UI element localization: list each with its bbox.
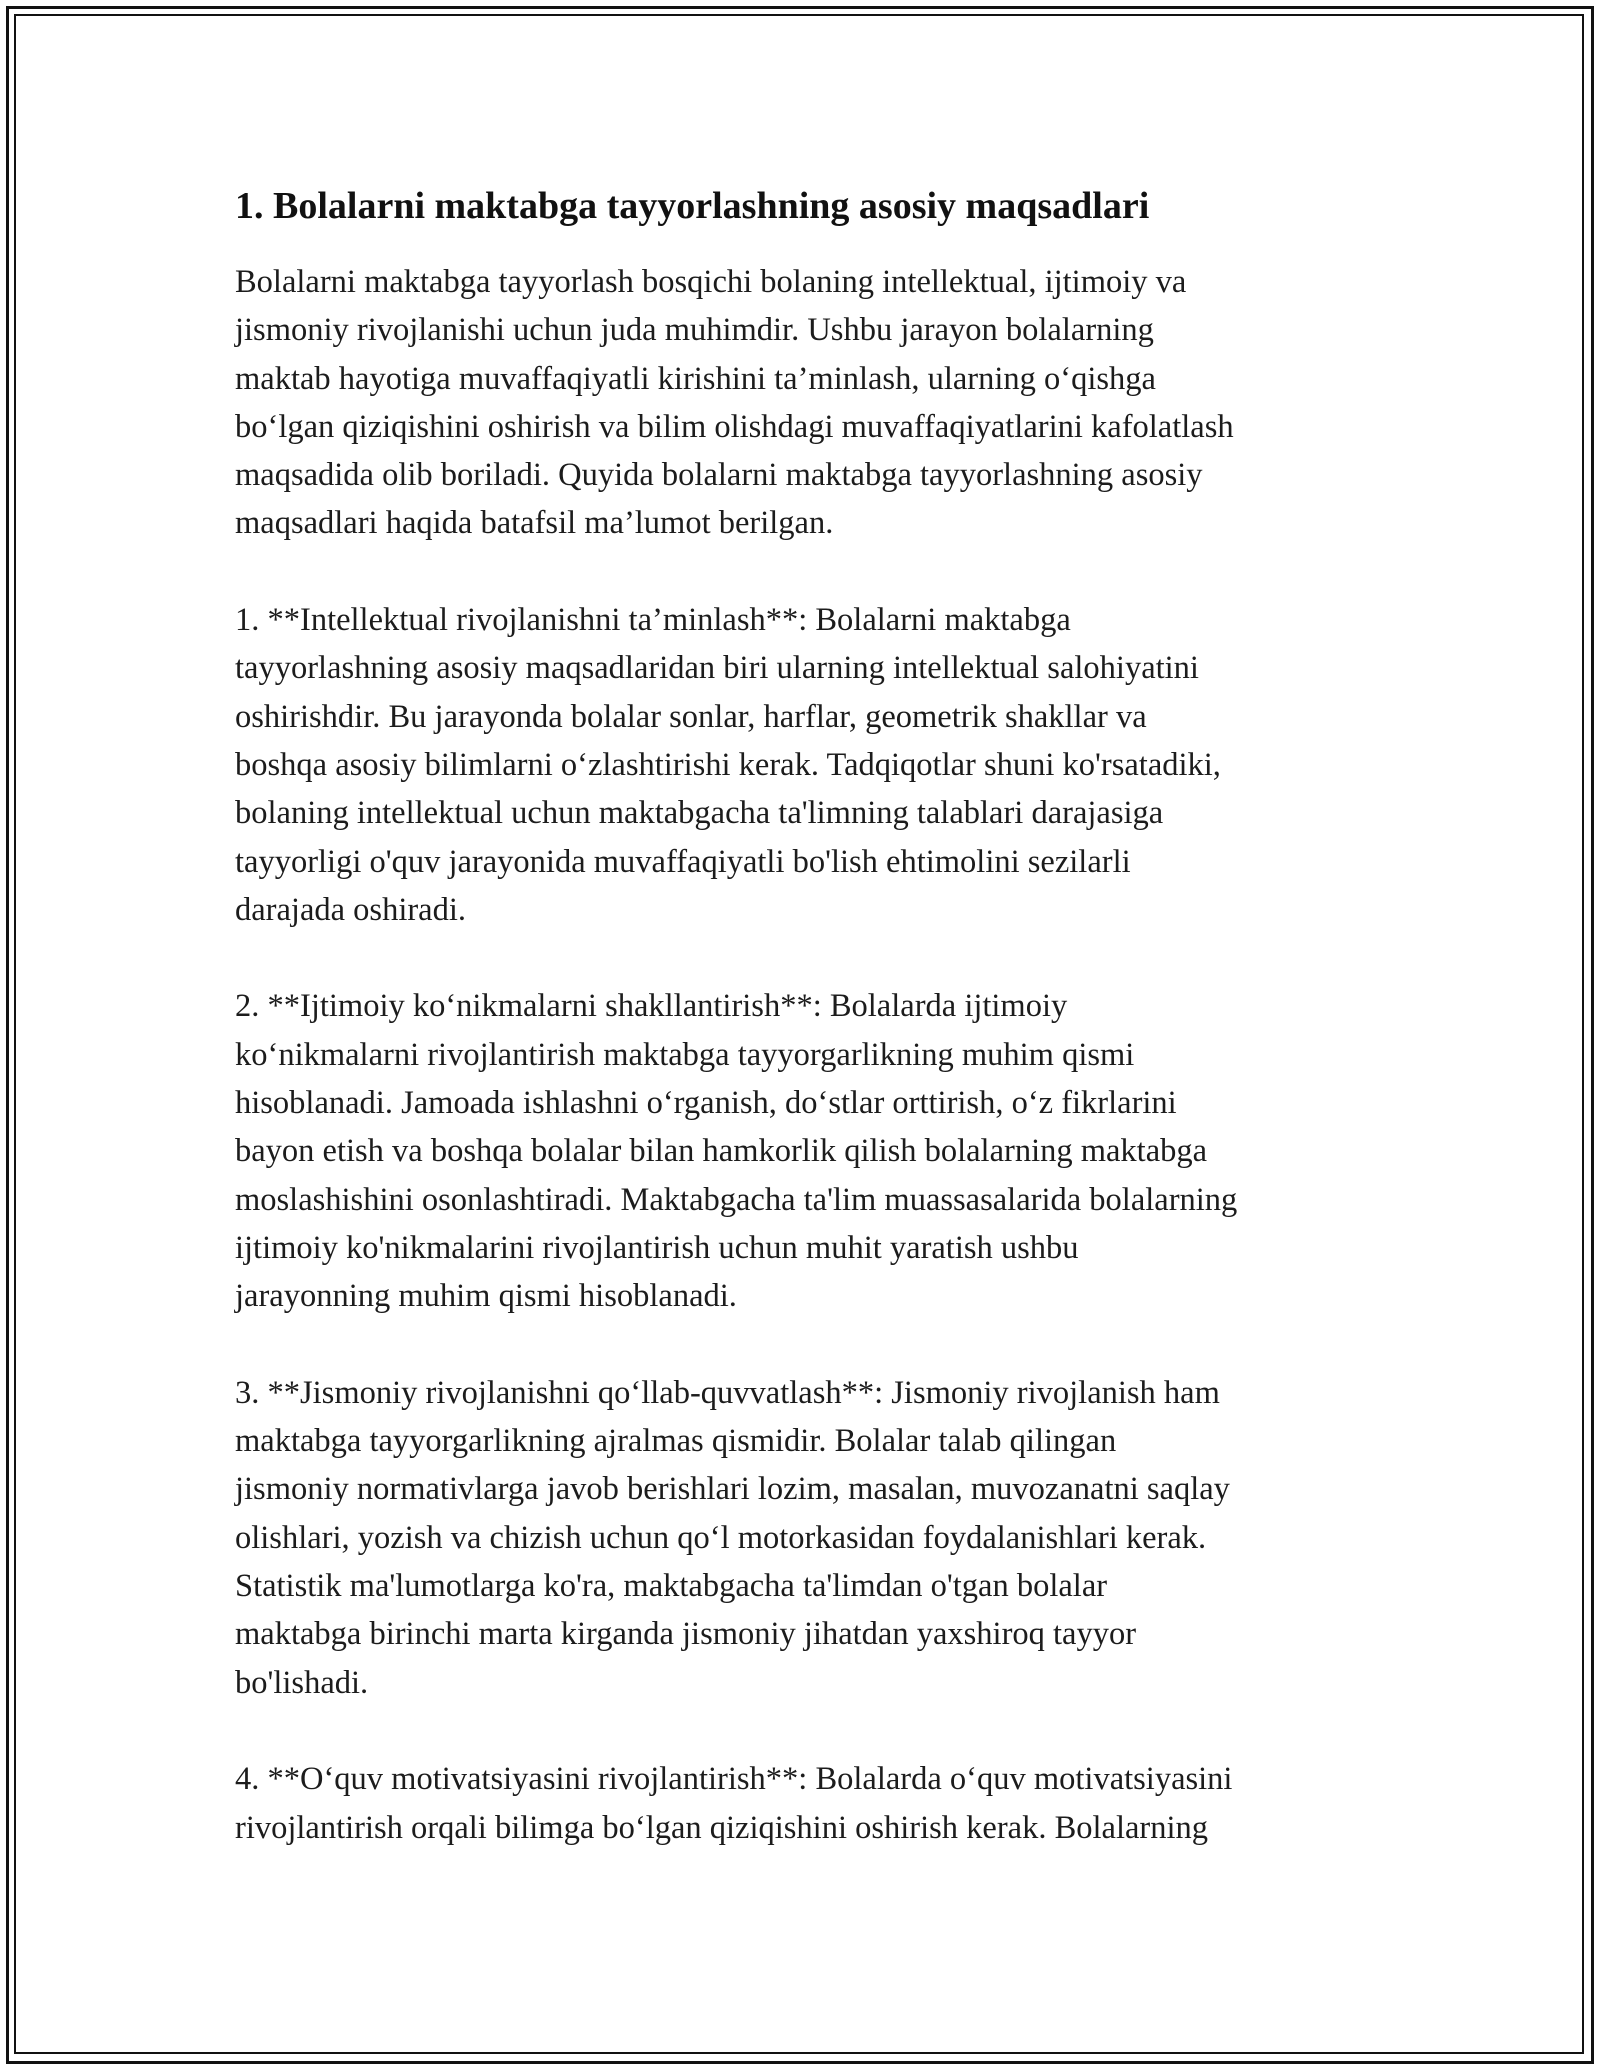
document-body [235, 180, 1375, 1900]
section-heading: 1. Bolalarni maktabga tayyorlashning asosiy maqsadlari [235, 185, 1150, 227]
paragraph-physical-development: 3. **Jismoniy rivojlanishni qo‘llab-quvvatlash**: Jismoniy rivojlanish ham maktabga tayyorgarlikning ajralmas qismidir. Bolalar talab qilingan jismoniy normativlarga javob berishlari lozim, masalan, muvozanatni saqlay olishlari, yozish va chizish uchun qo‘l motorkasidan foydalanishlari kerak. Statistik ma'lumotlarga ko'ra, maktabgacha ta'limdan o'tgan bolalar maktabga birinchi marta kirganda jismoniy jihatdan yaxshiroq tayyor bo'lishadi. [235, 1374, 1230, 1701]
paragraph-learning-motivation: 4. **O‘quv motivatsiyasini rivojlantirish**: Bolalarda o‘quv motivatsiyasini rivojlantirish orqali bilimga bo‘lgan qiziqishini oshirish kerak. Bolalarning [235, 1761, 1233, 1846]
paragraph-intellectual-development: 1. **Intellektual rivojlanishni ta’minlash**: Bolalarni maktabga tayyorlashning asosiy maqsadlaridan biri ularning intellektual salohiyatini oshirishdir. Bu jarayonda bolalar sonlar, harflar, geometrik shakllar va boshqa asosiy bilimlarni o‘zlashtirishi kerak. Tadqiqotlar shuni ko'rsatadiki, bolaning intellektual uchun maktabgacha ta'limning talablari darajasiga tayyorligi o'quv jarayonida muvaffaqiyatli bo'lish ehtimolini sezilarli darajada oshiradi. [235, 602, 1221, 928]
paragraph-social-skills: 2. **Ijtimoiy ko‘nikmalarni shakllantirish**: Bolalarda ijtimoiy ko‘nikmalarni rivojlantirish maktabga tayyorgarlikning muhim qismi hisoblanadi. Jamoada ishlashni o‘rganish, do‘stlar orttirish, o‘z fikrlarini bayon etish va boshqa bolalar bilan hamkorlik qilish bolalarning maktabga moslashishini osonlashtiradi. Maktabgacha ta'lim muassasalarida bolalarning ijtimoiy ko'nikmalarini rivojlantirish uchun muhit yaratish ushbu jarayonning muhim qismi hisoblanadi. [235, 988, 1238, 1315]
intro-paragraph: Bolalarni maktabga tayyorlash bosqichi bolaning intellektual, ijtimoiy va jismoniy rivojlanishi uchun juda muhimdir. Ushbu jarayon bolalarning maktab hayotiga muvaffaqiyatli kirishini ta’minlash, ularning o‘qishga bo‘lgan qiziqishini oshirish va bilim olishdagi muvaffaqiyatlarini kafolatlash maqsadida olib boriladi. Quyida bolalarni maktabga tayyorlashning asosiy maqsadlari haqida batafsil ma’lumot berilgan. [235, 264, 1234, 542]
